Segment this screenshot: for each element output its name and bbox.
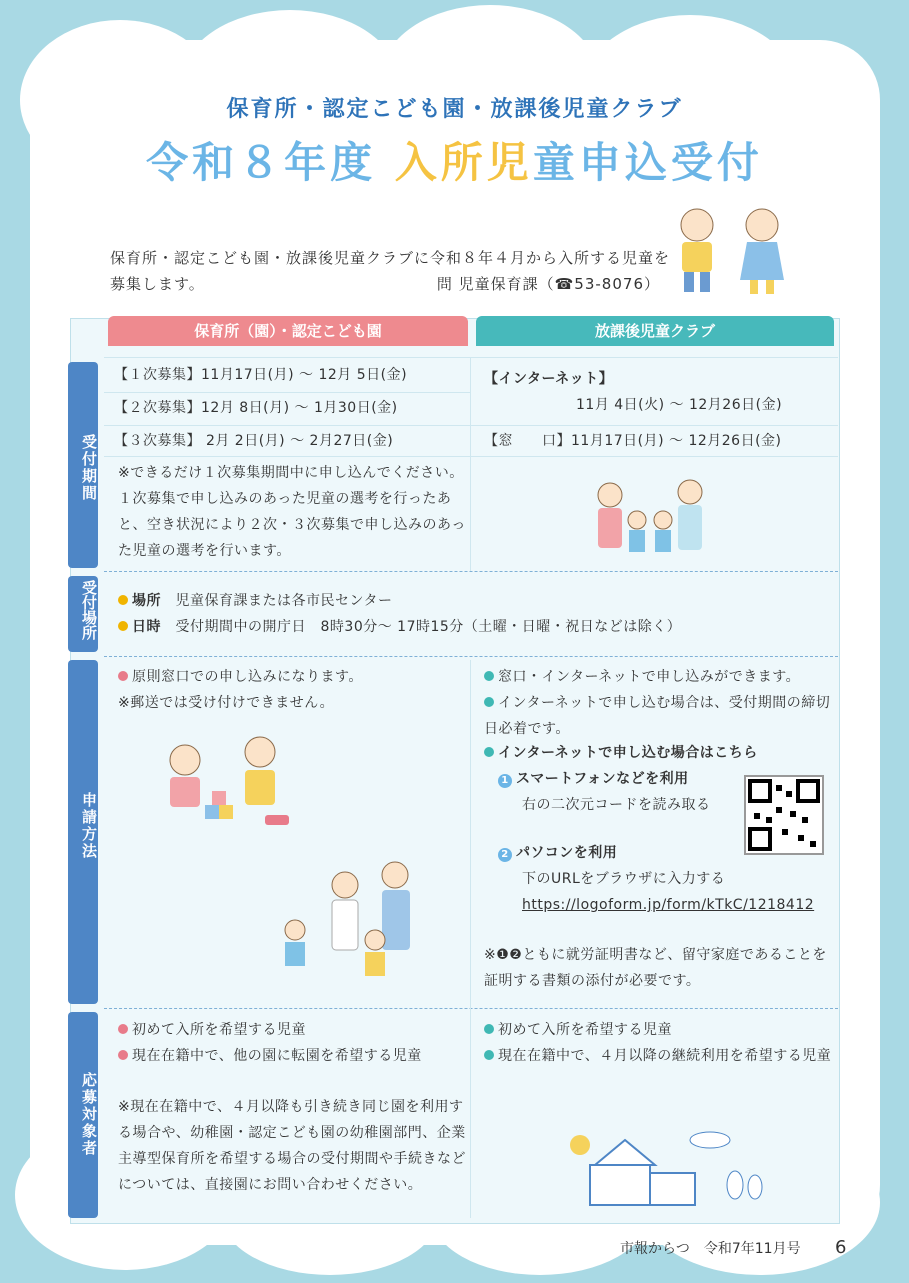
divider: [104, 456, 838, 457]
period-row-1: 【１次募集】11月17日(月) ～ 12月 5日(金): [114, 367, 408, 383]
period-row-2: 【２次募集】12月 8日(月) ～ 1月30日(金): [114, 400, 398, 416]
internet-dates: 11月 4日(火) ～ 12月26日(金): [576, 397, 783, 413]
title-part: 入所: [394, 138, 487, 187]
footer: [620, 1237, 847, 1258]
step-1-title: [498, 766, 689, 792]
bullet-icon: [484, 697, 494, 707]
bullet-icon: [484, 747, 494, 757]
page-subtitle: 保育所・認定こども園・放課後児童クラブ: [226, 97, 683, 122]
application-url-link[interactable]: https://logoform.jp/form/kTkC/1218412: [522, 897, 815, 913]
method-note: ※❶❷ともに就労証明書など、留守家庭であることを証明する書類の添付が必要です。: [484, 947, 827, 989]
family-walking-illustration: [270, 860, 450, 1000]
target-text: 初めて入所を希望する児童: [132, 1022, 306, 1038]
target-right-2: [484, 1043, 834, 1069]
bullet-icon: [118, 1024, 128, 1034]
kids-playing-illustration: [155, 730, 315, 840]
method-left-2: ※郵送では受け付けできません。: [118, 695, 335, 711]
target-text: 現在在籍中で、他の園に転園を希望する児童: [132, 1048, 422, 1064]
bullet-icon: [484, 1024, 494, 1034]
intro-body: 保育所・認定こども園・放課後児童クラブに令和８年４月から入所する児童を募集します。: [110, 249, 671, 293]
title-part: 童申込受付: [532, 138, 763, 187]
bullet-icon: [118, 595, 128, 605]
section-divider: [104, 1008, 838, 1009]
place-label: 場所: [132, 593, 161, 609]
column-header-nursery: 保育所（園）・認定こども園: [108, 316, 468, 346]
section-label-text: 受付期間: [80, 434, 98, 502]
target-left-2: [118, 1043, 422, 1069]
method-right-1: [484, 664, 800, 690]
section-divider: [104, 571, 838, 572]
contact-info: 問 児童保育課（☎53-8076）: [436, 275, 660, 293]
time-label: 日時: [132, 619, 161, 635]
method-right-3: [484, 740, 758, 766]
bullet-icon: [118, 671, 128, 681]
place-value: 児童保育課または各市民センター: [175, 593, 393, 609]
step-2-text: 下のURLをブラウザに入力する: [522, 871, 726, 887]
period-note: ※できるだけ１次募集期間中に申し込んでください。１次募集で申し込みのあった児童の選考を行ったあと、空き状況により２次・３次募集で申し込みのあった児童の選考を行います。: [118, 465, 466, 559]
section-label-period: [68, 362, 98, 568]
step-number-icon: 2: [498, 848, 512, 862]
target-right-1: [484, 1017, 672, 1043]
divider: [104, 357, 838, 358]
column-divider: [470, 660, 471, 1218]
page-number: 6: [835, 1237, 847, 1258]
method-right-2: [484, 690, 834, 742]
bullet-icon: [484, 671, 494, 681]
divider: [104, 392, 470, 393]
page-title: [0, 130, 909, 190]
target-text: 初めて入所を希望する児童: [498, 1022, 672, 1038]
method-text: 原則窓口での申し込みになります。: [132, 669, 363, 685]
step-number-icon: 1: [498, 774, 512, 788]
column-divider: [470, 357, 471, 571]
section-label-text: 応募対象者: [80, 1072, 98, 1157]
step-1-text: 右の二次元コードを読み取る: [522, 797, 711, 813]
method-text: 窓口・インターネットで申し込みができます。: [498, 669, 801, 685]
window-dates: 【窓 口】11月17日(月) ～ 12月26日(金): [484, 433, 782, 449]
qr-code-pattern: [746, 777, 822, 853]
method-text: インターネットで申し込む場合は、受付期間の締切日必着です。: [484, 695, 831, 737]
section-label-target: [68, 1012, 98, 1218]
family-illustration: [565, 470, 725, 570]
section-label-place: [68, 576, 98, 652]
title-part: 令和８年度: [146, 138, 395, 187]
bullet-icon: [118, 1050, 128, 1060]
children-illustration: [662, 200, 802, 300]
school-illustration: [560, 1125, 780, 1210]
bullet-icon: [118, 621, 128, 631]
time-value: 受付期間中の開庁日 8時30分～ 17時15分（土曜・日曜・祝日などは除く）: [175, 619, 682, 635]
target-left-note: ※現在在籍中で、４月以降も引き続き同じ園を利用する場合や、幼稚園・認定こども園の幼稚園部門、企業主導型保育所を希望する場合の受付期間や手続きなどについては、直接園にお問い合わせください。: [118, 1099, 466, 1193]
section-divider: [104, 656, 838, 657]
publication-name: 市報からつ 令和7年11月号: [620, 1241, 801, 1257]
column-header-afterschool: 放課後児童クラブ: [476, 316, 834, 346]
divider: [104, 425, 838, 426]
section-label-text: 申請方法: [80, 792, 98, 860]
target-left-1: [118, 1017, 306, 1043]
title-part: 児: [486, 138, 533, 187]
intro-text: [110, 245, 670, 297]
step-title: パソコンを利用: [516, 845, 618, 861]
bullet-icon: [484, 1050, 494, 1060]
section-label-method: [68, 660, 98, 1004]
target-text: 現在在籍中で、４月以降の継続利用を希望する児童: [498, 1048, 832, 1064]
method-left-1: [118, 664, 363, 690]
time-line: [118, 614, 681, 640]
step-title: スマートフォンなどを利用: [516, 771, 689, 787]
step-2-title: [498, 840, 617, 866]
internet-label: 【インターネット】: [484, 371, 614, 387]
section-label-text: 受付場所: [80, 580, 98, 640]
qr-code-icon[interactable]: [744, 775, 824, 855]
period-row-3: 【３次募集】 2月 2日(月) ～ 2月27日(金): [114, 433, 394, 449]
place-line: [118, 588, 392, 614]
method-text: インターネットで申し込む場合はこちら: [498, 745, 758, 761]
